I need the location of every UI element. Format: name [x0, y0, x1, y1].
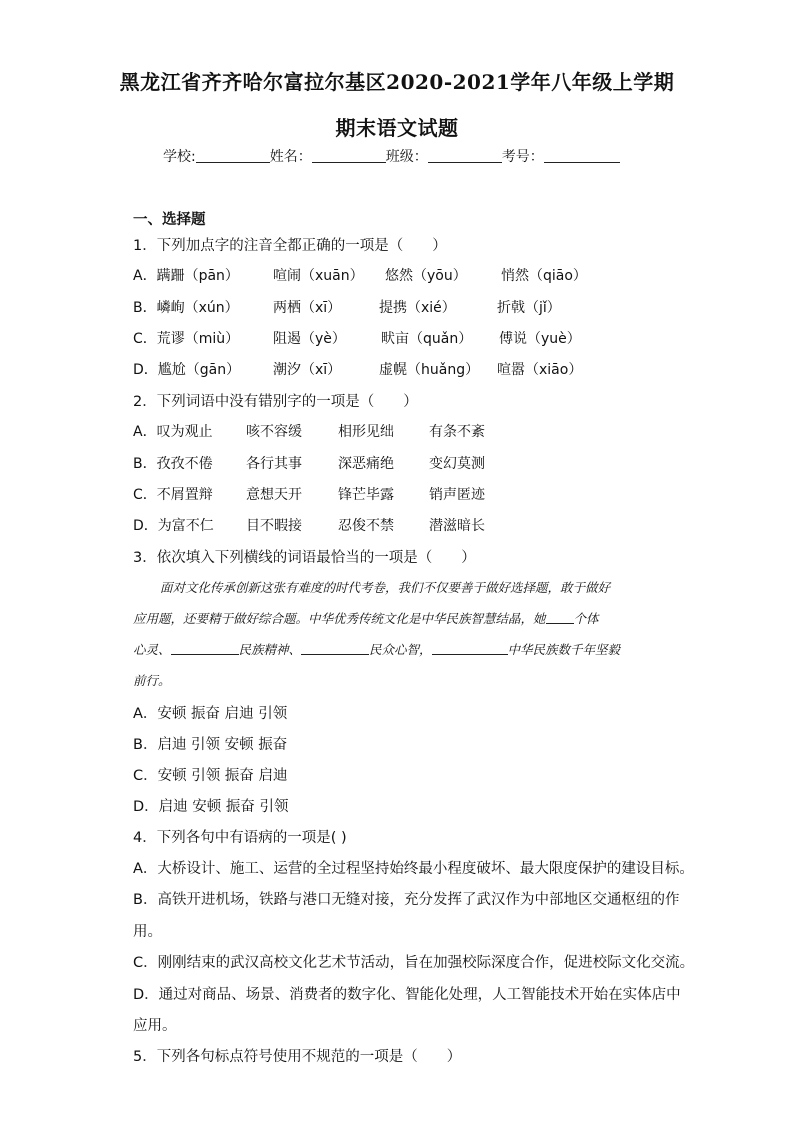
q2-a-item1: A．叹为观止 — [133, 424, 213, 440]
q1-c-item4: 傅说（yuè） — [499, 331, 581, 347]
q3-option-d: D．启迪 安顿 振奋 引领 — [133, 799, 289, 815]
q2-d-item1: D．为富不仁 — [133, 518, 214, 534]
q3-stem: 3．依次填入下列横线的词语最恰当的一项是（ ） — [133, 550, 476, 566]
q4-option-b-line1: B．高铁开进机场，铁路与港口无缝对接，充分发挥了武汉作为中部地区交通枢纽的作 — [133, 892, 680, 908]
q2-b-item4: 变幻莫测 — [429, 456, 485, 472]
q3-passage-line3 — [133, 640, 663, 658]
exam-title-line2: 期末语文试题 — [335, 116, 459, 140]
q4-option-c: C．刚刚结束的武汉高校文化艺术节活动，旨在加强校际深度合作，促进校际文化交流。 — [133, 955, 695, 971]
q1-a-item3: 悠然（yōu） — [385, 268, 467, 284]
q2-c-item2: 意想天开 — [246, 487, 302, 503]
q2-a-item2: 咳不容缓 — [246, 424, 302, 440]
q1-c-item2: 阻遏（yè） — [273, 331, 346, 347]
q3-passage-text: 应用题，还要精于做好综合题。中华优秀传统文化是中华民族智慧结晶，她 — [133, 611, 546, 626]
q2-d-item3: 忍俊不禁 — [338, 518, 394, 534]
q1-b-item2: 两栖（xī） — [273, 300, 342, 316]
name-blank[interactable] — [312, 148, 386, 163]
section-heading: 一、选择题 — [133, 212, 206, 228]
q3-option-b: B．启迪 引领 安顿 振奋 — [133, 737, 288, 753]
school-label: 学校: — [163, 149, 196, 165]
q1-b-item1: B．嶙峋（xún） — [133, 300, 239, 316]
q1-d-item4: 喧嚣（xiāo） — [497, 362, 583, 378]
number-blank[interactable] — [544, 148, 620, 163]
q3-passage-text: 民众心智， — [369, 642, 432, 657]
q1-stem: 1．下列加点字的注音全都正确的一项是（ ） — [133, 238, 447, 254]
q3-blank-3[interactable] — [301, 642, 369, 655]
exam-title-line1: 黑龙江省齐齐哈尔富拉尔基区2020-2021学年八年级上学期 — [119, 70, 675, 94]
q4-stem: 4．下列各句中有语病的一项是( ) — [133, 830, 347, 846]
q3-passage-text: 个体 — [573, 611, 599, 626]
q4-option-d-line2: 应用。 — [133, 1018, 177, 1034]
q1-b-item3: 提携（xié） — [379, 300, 456, 316]
q2-c-item3: 锋芒毕露 — [338, 487, 394, 503]
student-info-line — [163, 146, 620, 166]
q1-c-item1: C．荒谬（miù） — [133, 331, 240, 347]
q5-stem: 5．下列各句标点符号使用不规范的一项是（ ） — [133, 1049, 462, 1065]
q1-d-item1: D．尴尬（gān） — [133, 362, 241, 378]
q2-d-item4: 潜滋暗长 — [429, 518, 485, 534]
q2-d-item2: 目不暇接 — [246, 518, 302, 534]
q1-b-item4: 折戟（jǐ） — [497, 300, 561, 316]
q3-passage-line4: 前行。 — [133, 673, 171, 688]
q2-b-item1: B．孜孜不倦 — [133, 456, 213, 472]
q1-a-item1: A．蹒跚（pān） — [133, 268, 239, 284]
q3-passage-line1: 面对文化传承创新这张有难度的时代考卷，我们不仅要善于做好选择题，敢于做好 — [160, 580, 611, 595]
q3-blank-4[interactable] — [432, 642, 508, 655]
q1-a-item2: 喧闹（xuān） — [273, 268, 364, 284]
q3-passage-text: 心灵、 — [133, 642, 171, 657]
name-label: 姓名： — [269, 149, 312, 165]
q2-c-item1: C．不屑置辩 — [133, 487, 213, 503]
q3-passage-text: 中华民族数千年坚毅 — [507, 642, 621, 657]
q1-a-item4: 悄然（qiāo） — [501, 268, 587, 284]
q2-c-item4: 销声匿迹 — [429, 487, 485, 503]
q2-a-item4: 有条不紊 — [429, 424, 485, 440]
q3-passage-text: 民族精神、 — [238, 642, 302, 657]
q2-a-item3: 相形见绌 — [338, 424, 394, 440]
q4-option-d-line1: D．通过对商品、场景、消费者的数字化、智能化处理，人工智能技术开始在实体店中 — [133, 987, 681, 1003]
class-label: 班级： — [385, 149, 428, 165]
school-blank[interactable] — [196, 148, 270, 163]
q3-option-c: C．安顿 引领 振奋 启迪 — [133, 768, 288, 784]
q3-blank-1[interactable] — [546, 611, 574, 624]
q4-option-a: A．大桥设计、施工、运营的全过程坚持始终最小程度破坏、最大限度保护的建设目标。 — [133, 861, 694, 877]
q1-c-item3: 畎亩（quǎn） — [381, 331, 473, 347]
class-blank[interactable] — [428, 148, 502, 163]
q1-d-item3: 虚幌（huǎng） — [379, 362, 480, 378]
q3-blank-2[interactable] — [171, 642, 239, 655]
q4-option-b-line2: 用。 — [133, 924, 162, 940]
q2-stem: 2．下列词语中没有错别字的一项是（ ） — [133, 394, 418, 410]
q1-d-item2: 潮汐（xī） — [273, 362, 342, 378]
q2-b-item3: 深恶痛绝 — [338, 456, 394, 472]
number-label: 考号： — [501, 149, 544, 165]
q2-b-item2: 各行其事 — [246, 456, 302, 472]
q3-passage-line2 — [133, 609, 663, 627]
q3-option-a: A．安顿 振奋 启迪 引领 — [133, 706, 288, 722]
